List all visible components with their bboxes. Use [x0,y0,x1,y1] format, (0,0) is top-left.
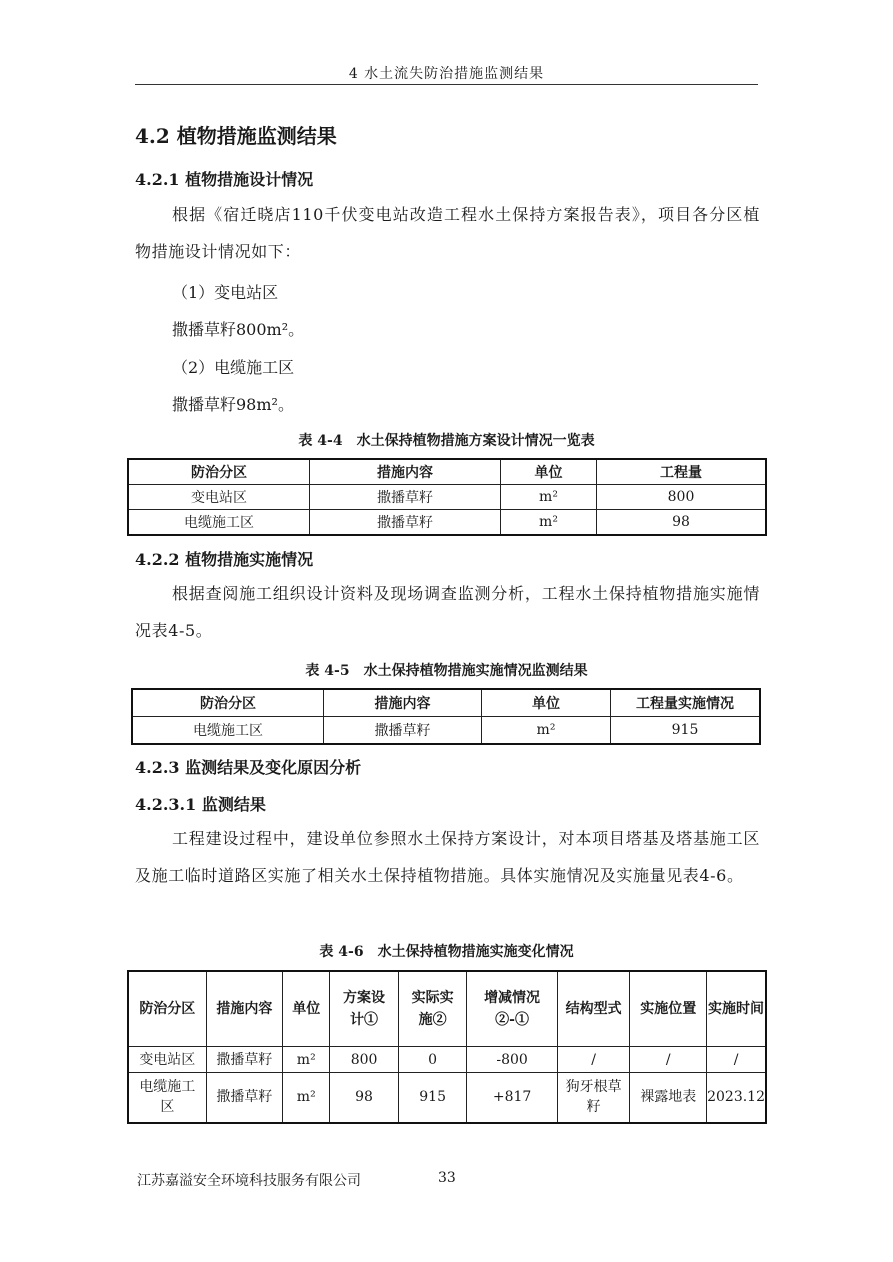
page-number: 33 [438,1170,456,1186]
table-cell: 撒播草籽 [310,485,501,510]
subsection-title-4-2-3-1: 4.2.3.1 监测结果 [135,795,266,814]
table-cell: 撒播草籽 [324,717,482,745]
section-title: 4.2 植物措施监测结果 [135,124,337,148]
table-header-row [132,689,760,717]
table-cell: 变电站区 [128,1047,206,1073]
subsection-title-4-2-2: 4.2.2 植物措施实施情况 [135,550,314,569]
table-cell: +817 [467,1073,557,1123]
header-cell: 实际实施② [398,971,467,1047]
table-cell: 变电站区 [128,485,310,510]
header-cell: 防治分区 [128,459,310,485]
header-cell: 措施内容 [206,971,283,1047]
header-cell: 结构型式 [557,971,630,1047]
header-cell: 单位 [482,689,611,717]
table-row [128,510,766,536]
header-cell: 工程量 [597,459,767,485]
table-cell: 撒播草籽 [206,1073,283,1123]
table-cell: 2023.12 [707,1073,766,1123]
table-row [132,717,760,745]
table-cell: 915 [398,1073,467,1123]
table-header-row [128,971,766,1047]
table-cell: 0 [398,1047,467,1073]
table-4-6-caption: 表 4-6 水土保持植物措施实施变化情况 [319,944,574,960]
table-cell: 撒播草籽 [206,1047,283,1073]
table-cell: m² [501,485,597,510]
item-substation: （1）变电站区 [172,283,279,302]
table-cell: / [557,1047,630,1073]
table-cell: 撒播草籽 [310,510,501,536]
table-cell: 800 [330,1047,399,1073]
table-cell: 狗牙根草籽 [557,1073,630,1123]
table-cell: 98 [330,1073,399,1123]
item-substation-text: 撒播草籽800m²。 [172,320,305,339]
table-cell: m² [482,717,611,745]
table-4-6 [127,970,767,1124]
table-row [128,485,766,510]
table-row [128,1047,766,1073]
table-row [128,1073,766,1123]
header-cell: 工程量实施情况 [611,689,761,717]
item-cable: （2）电缆施工区 [172,358,295,377]
header-divider [135,84,758,85]
header-cell: 防治分区 [132,689,324,717]
table-4-4-caption: 表 4-4 水土保持植物措施方案设计情况一览表 [298,433,595,449]
table-cell: 裸露地表 [630,1073,707,1123]
table-cell: 98 [597,510,767,536]
table-cell: 电缆施工区 [132,717,324,745]
header-cell: 实施位置 [630,971,707,1047]
table-4-5-caption: 表 4-5 水土保持植物措施实施情况监测结果 [305,663,588,679]
running-header: 4 水土流失防治措施监测结果 [348,66,545,82]
header-cell: 实施时间 [707,971,766,1047]
table-cell: 电缆施工区 [128,1073,206,1123]
table-cell: -800 [467,1047,557,1073]
item-cable-text: 撒播草籽98m²。 [172,395,294,414]
table-cell: m² [501,510,597,536]
table-cell: / [707,1047,766,1073]
subsection-title-4-2-1: 4.2.1 植物措施设计情况 [135,170,314,189]
paragraph-implementation: 根据查阅施工组织设计资料及现场调查监测分析，工程水土保持植物措施实施情况表4-5。 [135,584,760,640]
table-cell: m² [283,1047,330,1073]
paragraph-monitoring-result: 工程建设过程中，建设单位参照水土保持方案设计，对本项目塔基及塔基施工区及施工临时道路区实施了相关水土保持植物措施。具体实施情况及实施量见表4-6。 [135,829,760,885]
table-cell: 电缆施工区 [128,510,310,536]
paragraph-design: 根据《宿迁晓店110千伏变电站改造工程水土保持方案报告表》，项目各分区植物措施设计情况如下： [135,205,760,261]
table-cell: / [630,1047,707,1073]
table-cell: m² [283,1073,330,1123]
subsection-title-4-2-3: 4.2.3 监测结果及变化原因分析 [135,758,362,777]
header-cell: 方案设计① [330,971,399,1047]
table-cell: 800 [597,485,767,510]
table-header-row [128,459,766,485]
header-cell: 增减情况②-① [467,971,557,1047]
header-cell: 措施内容 [310,459,501,485]
table-cell: 915 [611,717,761,745]
header-cell: 措施内容 [324,689,482,717]
header-cell: 单位 [283,971,330,1047]
table-4-5 [131,688,761,745]
footer-company: 江苏嘉溢安全环境科技服务有限公司 [137,1173,361,1189]
table-4-4 [127,458,767,536]
header-cell: 单位 [501,459,597,485]
header-cell: 防治分区 [128,971,206,1047]
